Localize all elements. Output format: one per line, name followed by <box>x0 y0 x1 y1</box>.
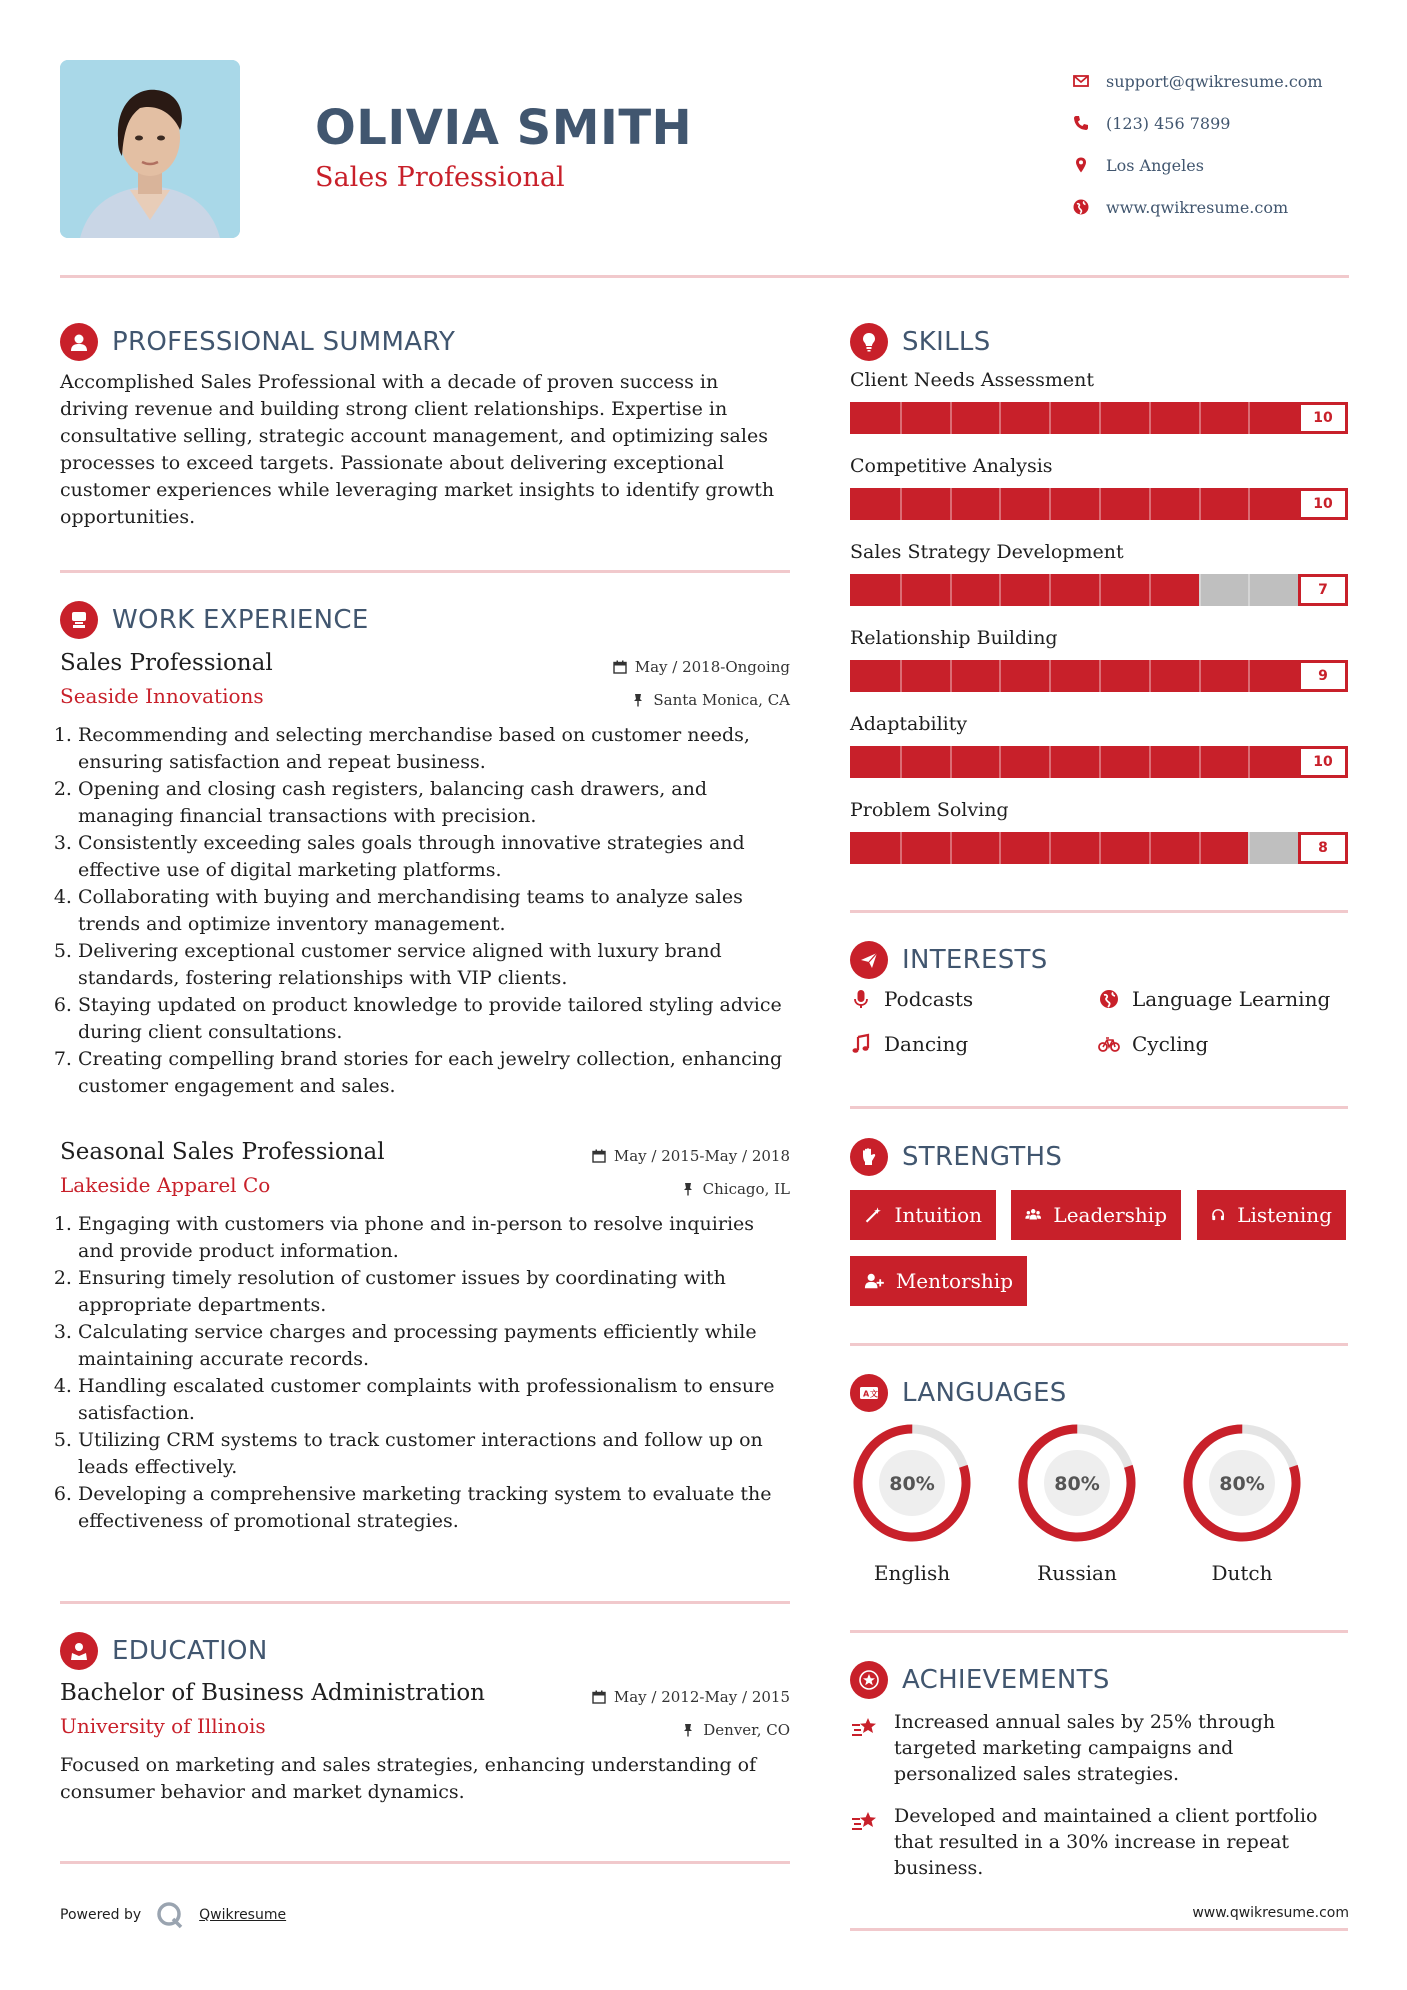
strength-chip <box>1197 1190 1346 1240</box>
languages-divider <box>850 1630 1348 1633</box>
skills-list <box>850 369 1348 885</box>
skill-bar-segment <box>1049 488 1051 520</box>
skill-bar-segment <box>1149 574 1151 606</box>
skill-bar-segment <box>1049 402 1051 434</box>
list-item: 3. Calculating service charges and processing payments efficiently while maintaining accurate records. <box>78 1319 790 1373</box>
skill-name: Problem Solving <box>850 799 1009 821</box>
skill-bar-segment <box>1199 574 1201 606</box>
skill-bar-segment <box>900 402 902 434</box>
job-meta <box>613 650 790 716</box>
skill-bar-segment <box>950 660 952 692</box>
skill-bar-segment <box>999 746 1001 778</box>
contact-location <box>1072 144 1323 186</box>
skill-bar-segment <box>1149 488 1151 520</box>
list-item: 3. Consistently exceeding sales goals through innovative strategies and effective use of digital marketing platforms. <box>78 830 790 884</box>
languages-heading <box>850 1374 1067 1412</box>
list-item: 4. Handling escalated customer complaints with professionalism to ensure satisfaction. <box>78 1373 790 1427</box>
job-entry <box>60 650 790 1100</box>
education-divider <box>60 1861 790 1864</box>
achievement-text: Developed and maintained a client portfolio that resulted in a 30% increase in repeat business. <box>894 1805 1318 1879</box>
skill-bar-fill <box>850 574 1199 606</box>
skill-bar-segment <box>1248 402 1250 434</box>
skill-name: Adaptability <box>850 713 968 735</box>
calendar-icon <box>592 1149 606 1163</box>
skill-bar-segment <box>1049 574 1051 606</box>
work-heading <box>60 601 369 639</box>
skill-name: Client Needs Assessment <box>850 369 1095 391</box>
job-dates <box>613 650 790 683</box>
skills-heading <box>850 323 991 361</box>
skill-bar-segment <box>900 660 902 692</box>
skill-score: 10 <box>1298 746 1348 778</box>
music-note-icon <box>850 1033 872 1055</box>
job-duties <box>60 722 790 1100</box>
job-meta <box>592 1139 790 1205</box>
education-location-text: Denver, CO <box>703 1720 790 1739</box>
education-text: Focused on marketing and sales strategies, enhancing understanding of consumer behavior and market dynamics. <box>60 1754 757 1803</box>
list-item: 2. Opening and closing cash registers, balancing cash drawers, and managing financial transactions with precision. <box>78 776 790 830</box>
list-item: 7. Creating compelling brand stories for each jewelry collection, enhancing customer engagement and sales. <box>78 1046 790 1100</box>
contact-website[interactable] <box>1072 186 1323 228</box>
language-item <box>1180 1421 1304 1585</box>
map-pin-icon <box>1072 156 1090 174</box>
skill-bar-segment <box>999 660 1001 692</box>
list-item: 4. Collaborating with buying and merchandising teams to analyze sales trends and optimize inventory management. <box>78 884 790 938</box>
graduation-icon <box>60 1632 98 1670</box>
job-dates-text: May / 2018-Ongoing <box>634 657 790 676</box>
shooting-star-icon <box>850 1711 880 1741</box>
calendar-icon <box>613 660 627 674</box>
language-name: Dutch <box>1211 1561 1273 1585</box>
resume-header <box>60 60 1350 240</box>
contact-email[interactable] <box>1072 60 1323 102</box>
language-item <box>1015 1421 1139 1585</box>
skill-bar-segment <box>1049 660 1051 692</box>
languages-title: LANGUAGES <box>902 1378 1067 1408</box>
skill-bar-segment <box>900 746 902 778</box>
magic-wand-icon <box>864 1204 883 1226</box>
achievement-text: Increased annual sales by 25% through targeted marketing campaigns and personalized sales strategies. <box>894 1711 1276 1785</box>
education-heading <box>60 1632 268 1670</box>
skill-bar <box>850 402 1348 434</box>
education-dates <box>592 1680 790 1713</box>
candidate-name: OLIVIA SMITH <box>315 100 693 156</box>
translate-icon <box>850 1374 888 1412</box>
education-dates-text: May / 2012-May / 2015 <box>613 1687 790 1706</box>
interest-label: Dancing <box>884 1032 969 1056</box>
headphones-icon <box>1211 1204 1225 1226</box>
footer-divider <box>850 1928 1348 1931</box>
strength-label: Intuition <box>894 1203 982 1227</box>
job-location-text: Santa Monica, CA <box>653 690 790 709</box>
briefcase-icon <box>60 601 98 639</box>
summary-divider <box>60 570 790 573</box>
skill-bar-segment <box>1099 488 1101 520</box>
svg-text:文: 文 <box>870 1389 878 1399</box>
interest-label: Podcasts <box>884 987 974 1011</box>
skills-title: SKILLS <box>902 327 991 357</box>
strength-label: Listening <box>1237 1203 1332 1227</box>
globe-icon <box>1072 198 1090 216</box>
skill-bar-segment <box>950 832 952 864</box>
strength-label: Mentorship <box>895 1269 1013 1293</box>
job-duties <box>60 1211 790 1535</box>
job-title: Seasonal Sales Professional <box>60 1139 385 1165</box>
strength-label: Leadership <box>1053 1203 1167 1227</box>
calendar-icon <box>592 1690 606 1704</box>
shooting-star-icon <box>850 1805 880 1835</box>
skill-bar-segment <box>950 746 952 778</box>
language-progress-ring <box>1015 1421 1139 1545</box>
skill-bar-segment <box>950 402 952 434</box>
school: University of Illinois <box>60 1714 266 1738</box>
list-item: 2. Ensuring timely resolution of customer issues by coordinating with appropriate departments. <box>78 1265 790 1319</box>
svg-text:A: A <box>863 1389 870 1399</box>
strengths-heading <box>850 1138 1062 1176</box>
language-percent: 80% <box>1054 1473 1100 1495</box>
skill-score: 8 <box>1298 832 1348 864</box>
skill-bar-segment <box>999 488 1001 520</box>
skill-bar <box>850 832 1348 864</box>
job-company: Lakeside Apparel Co <box>60 1173 271 1197</box>
skill-bar-segment <box>1199 660 1201 692</box>
user-plus-icon <box>864 1270 884 1292</box>
strength-chip <box>850 1256 1027 1306</box>
job-location-text: Chicago, IL <box>702 1179 790 1198</box>
skill-bar-segment <box>1149 402 1151 434</box>
interest-label: Cycling <box>1132 1032 1209 1056</box>
skill-bar-segment <box>999 402 1001 434</box>
interest-item <box>850 1032 968 1056</box>
users-icon <box>1025 1204 1041 1226</box>
skill-bar-segment <box>1099 402 1101 434</box>
skill-bar-segment <box>1049 746 1051 778</box>
lightbulb-icon <box>850 323 888 361</box>
education-entry <box>60 1680 790 1806</box>
summary-text: Accomplished Sales Professional with a decade of proven success in driving revenue and building strong client relationships. Expertise in consultative selling, strategic account management, and optimizing sales processes to exceed targets. Passionate about delivering exceptional customer experiences while leveraging market insights to identify growth opportunities. <box>60 371 775 528</box>
skill-bar <box>850 746 1348 778</box>
language-progress-ring <box>850 1421 974 1545</box>
skill-bar-segment <box>1248 660 1250 692</box>
pushpin-icon <box>681 1182 695 1196</box>
interests-divider <box>850 1106 1348 1109</box>
contact-email-text: support@qwikresume.com <box>1106 71 1323 91</box>
job-dates-text: May / 2015-May / 2018 <box>613 1146 790 1165</box>
paper-plane-icon <box>850 941 888 979</box>
interest-item <box>850 987 973 1011</box>
pushpin-icon <box>631 693 645 707</box>
contact-location-text: Los Angeles <box>1106 155 1204 175</box>
skill-bar-segment <box>1199 832 1201 864</box>
list-item: 6. Developing a comprehensive marketing tracking system to evaluate the effectiveness of promotional strategies. <box>78 1481 790 1535</box>
work-divider <box>60 1601 790 1604</box>
user-icon <box>60 323 98 361</box>
education-meta <box>592 1680 790 1746</box>
skill-score: 10 <box>1298 402 1348 434</box>
job-title: Sales Professional <box>60 650 273 676</box>
skill-bar-segment <box>950 574 952 606</box>
skill-bar-segment <box>900 488 902 520</box>
qwikresume-logo-icon <box>155 1900 185 1930</box>
skill-bar-segment <box>1099 746 1101 778</box>
language-name: English <box>873 1561 951 1585</box>
strength-chip <box>850 1190 996 1240</box>
pushpin-icon <box>681 1723 695 1737</box>
fist-icon <box>850 1138 888 1176</box>
interests-heading <box>850 941 1048 979</box>
interest-label: Language Learning <box>1132 987 1331 1011</box>
skill-bar-segment <box>1149 832 1151 864</box>
achievement-item <box>850 1709 1320 1787</box>
envelope-icon <box>1072 72 1090 90</box>
list-item: 5. Delivering exceptional customer service aligned with luxury brand standards, fostering relationships with VIP clients. <box>78 938 790 992</box>
globe-icon <box>1098 988 1120 1010</box>
interest-item <box>1098 987 1330 1011</box>
footer-powered-by <box>60 1900 286 1930</box>
microphone-icon <box>850 988 872 1010</box>
skill-score: 7 <box>1298 574 1348 606</box>
candidate-role: Sales Professional <box>315 162 565 193</box>
skill-bar-segment <box>1248 832 1250 864</box>
skill-bar-segment <box>1099 832 1101 864</box>
list-item: 1. Recommending and selecting merchandise based on customer needs, ensuring satisfaction and repeat business. <box>78 722 790 776</box>
skill-name: Competitive Analysis <box>850 455 1053 477</box>
contact-website-text: www.qwikresume.com <box>1106 197 1289 217</box>
job-company: Seaside Innovations <box>60 684 264 708</box>
contact-phone[interactable] <box>1072 102 1323 144</box>
language-progress-ring <box>1180 1421 1304 1545</box>
list-item: 1. Engaging with customers via phone and in-person to resolve inquiries and provide product information. <box>78 1211 790 1265</box>
footer-url[interactable]: www.qwikresume.com <box>1192 1905 1349 1921</box>
strengths-divider <box>850 1343 1348 1346</box>
phone-icon <box>1072 114 1090 132</box>
achievements-heading <box>850 1661 1110 1699</box>
header-divider <box>60 275 1349 278</box>
achievement-item <box>850 1803 1320 1881</box>
language-name: Russian <box>1037 1561 1117 1585</box>
education-location <box>592 1713 790 1746</box>
job-dates <box>592 1139 790 1172</box>
strength-chip <box>1011 1190 1181 1240</box>
skill-bar-segment <box>900 574 902 606</box>
skill-bar-segment <box>1248 488 1250 520</box>
skill-bar-fill <box>850 660 1298 692</box>
skill-bar-segment <box>999 574 1001 606</box>
powered-by-label: Powered by <box>60 1907 142 1923</box>
star-badge-icon <box>850 1661 888 1699</box>
skill-name: Relationship Building <box>850 627 1058 649</box>
skill-bar-segment <box>1248 574 1250 606</box>
skills-divider <box>850 910 1348 913</box>
achievements-title: ACHIEVEMENTS <box>902 1665 1110 1695</box>
skill-bar-segment <box>1199 488 1201 520</box>
skill-score: 10 <box>1298 488 1348 520</box>
education-title: EDUCATION <box>112 1636 268 1666</box>
skill-score: 9 <box>1298 660 1348 692</box>
contact-phone-text: (123) 456 7899 <box>1106 113 1231 133</box>
skill-bar-segment <box>1248 746 1250 778</box>
summary-heading <box>60 323 455 361</box>
summary-title: PROFESSIONAL SUMMARY <box>112 327 456 357</box>
skill-bar-segment <box>950 488 952 520</box>
work-title: WORK EXPERIENCE <box>112 605 369 635</box>
language-item <box>850 1421 974 1585</box>
degree: Bachelor of Business Administration <box>60 1680 485 1706</box>
skill-bar-segment <box>999 832 1001 864</box>
job-entry <box>60 1139 790 1535</box>
language-percent: 80% <box>889 1473 935 1495</box>
skill-bar-segment <box>1199 402 1201 434</box>
skill-bar-segment <box>1149 746 1151 778</box>
skill-bar-segment <box>1149 660 1151 692</box>
skill-bar-segment <box>1099 660 1101 692</box>
skill-bar-segment <box>1199 746 1201 778</box>
language-percent: 80% <box>1219 1473 1265 1495</box>
list-item: 5. Utilizing CRM systems to track customer interactions and follow up on leads effectively. <box>78 1427 790 1481</box>
skill-bar <box>850 488 1348 520</box>
profile-photo <box>60 60 240 238</box>
strengths-title: STRENGTHS <box>902 1142 1063 1172</box>
contact-list <box>1072 60 1323 228</box>
skill-bar-segment <box>900 832 902 864</box>
skill-bar-segment <box>1099 574 1101 606</box>
skill-bar <box>850 660 1348 692</box>
bicycle-icon <box>1098 1033 1120 1055</box>
qwikresume-link[interactable]: Qwikresume <box>199 1907 287 1923</box>
job-location <box>613 683 790 716</box>
skill-name: Sales Strategy Development <box>850 541 1124 563</box>
skill-bar-segment <box>1049 832 1051 864</box>
interest-item <box>1098 1032 1208 1056</box>
job-location <box>592 1172 790 1205</box>
list-item: 6. Staying updated on product knowledge to provide tailored styling advice during client consultations. <box>78 992 790 1046</box>
interests-title: INTERESTS <box>902 945 1048 975</box>
skill-bar <box>850 574 1348 606</box>
